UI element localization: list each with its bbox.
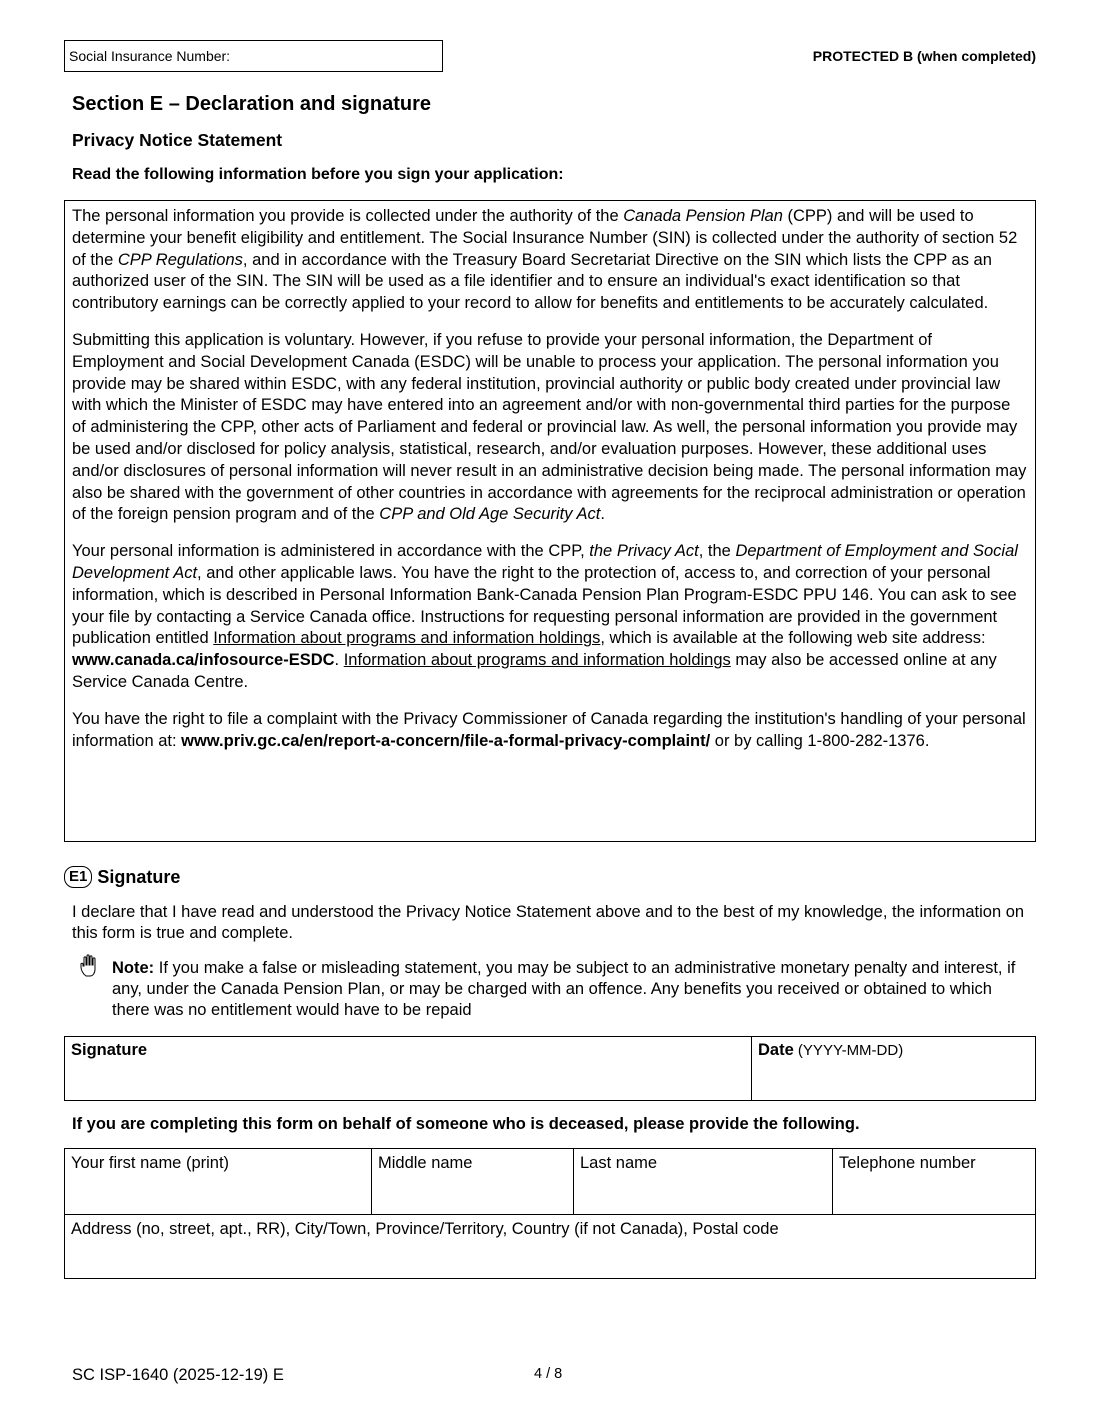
publication-title-link: Information about programs and information holdings [213,629,601,648]
date-format-hint: (YYYY-MM-DD) [793,1042,904,1059]
first-name-field[interactable] [65,1149,372,1214]
note-label: Note: [112,959,155,977]
e1-heading [64,866,180,888]
act-name: the Privacy Act [589,542,699,561]
date-field[interactable] [752,1037,909,1100]
pointing-hand-icon [78,954,100,978]
signature-table [64,1036,1036,1101]
text: . [600,505,605,524]
first-name-label: Your first name (print) [71,1154,230,1172]
act-name: Department of Employment and Social Development Act [72,542,1018,582]
date-label: Date [758,1041,794,1059]
privacy-paragraph-1 [72,206,1027,315]
sin-label: Social Insurance Number: [69,48,231,64]
read-instruction: Read the following information before you sign your application: [72,166,564,183]
note-body: If you make a false or misleading statement, you may be subject to an administrative monetary penalty and interest, if any, under the Canada Pension Plan, or may be charged with an offence. Any benefits you received or obtained to which there was no entitlement would have to be repaid [112,959,1016,1019]
sin-field[interactable] [64,40,443,72]
address-label: Address (no, street, apt., RR), City/Town, Province/Territory, Country (if not Canada), Postal code [71,1220,779,1238]
publication-title-link: Information about programs and information holdings [343,651,731,670]
act-name: CPP and Old Age Security Act [379,505,601,524]
text: The personal information you provide is collected under the authority of the [72,207,624,225]
text: or by calling 1-800-282-1376. [710,731,930,750]
act-name: Canada Pension Plan [623,207,783,225]
name-row [65,1149,1035,1215]
text: Your personal information is administered in accordance with the CPP, [72,542,590,561]
privacy-notice-title: Privacy Notice Statement [72,130,283,150]
telephone-label: Telephone number [839,1154,976,1172]
complaint-url: www.priv.gc.ca/en/report-a-concern/file-a-formal-privacy-complaint/ [181,731,711,750]
text: You have the right to file a complaint with the Privacy Commissioner of Canada regarding the institution's handling of your personal information at: [72,709,1026,750]
deceased-instruction: If you are completing this form on behalf of someone who is deceased, please provide the following. [72,1115,860,1133]
privacy-paragraph-2 [72,330,1027,526]
e1-title: Signature [97,866,181,887]
text: (CPP) and will be used to determine your benefit eligibility and entitlement. The Social Insurance Number (SIN) is collected under the authority of section 52 of the [72,207,1018,269]
middle-name-label: Middle name [378,1154,473,1172]
section-title: Section E – Declaration and signature [72,93,431,115]
telephone-field[interactable] [833,1149,1035,1214]
privacy-paragraph-4 [72,709,1027,753]
last-name-label: Last name [580,1154,658,1172]
declaration-text: I declare that I have read and understood the Privacy Notice Statement above and to the best of my knowledge, the information on this form is true and complete. [72,903,1025,942]
signature-field[interactable] [65,1037,752,1100]
page-number: 4 / 8 [534,1366,563,1382]
e1-badge: E1 [64,866,92,888]
infosource-url: www.canada.ca/infosource-ESDC [72,651,335,670]
privacy-notice-box [64,200,1036,842]
form-code: SC ISP-1640 (2025-12-19) E [72,1366,284,1384]
deceased-info-table [64,1148,1036,1279]
text: , the [698,542,736,561]
text: , which is available at the following web site address: [600,629,986,648]
text: Submitting this application is voluntary. However, if you refuse to provide your personal information, the Department of Employment and Social Development Canada (ESDC) will be unable to process your application. The personal information you provide may be shared within ESDC, with any federal institution, provincial authority or public body created under provincial law with which the Minister of ESDC may have entered into an agreement and/or with non-governmental third parties for the purpose of administering the CPP, other acts of Parliament and federal or provincial law. As well, the personal information you provide may be used and/or disclosed for policy analysis, statistical, research, and/or evaluation purposes. However, these additional uses and/or disclosures of personal information will never result in an administrative decision being made. The personal information may also be shared with the government of other countries in accordance with agreements for the reciprocal administration or operation of the foreign pension program and of the [72,330,1027,524]
privacy-paragraph-3 [72,541,1027,694]
middle-name-field[interactable] [372,1149,574,1214]
text: may also be accessed online at any Service Canada Centre. [72,651,997,691]
text: , and other applicable laws. You have the right to the protection of, access to, and correction of your personal information, which is described in Personal Information Bank-Canada Pension Plan Program-ESDC PPU 146. You can ask to see your file by contacting a Service Canada office. Instructions for requesting personal information are provided in the government publication entitled [72,563,1017,648]
protected-label: PROTECTED B (when completed) [812,48,1036,64]
last-name-field[interactable] [574,1149,833,1214]
regulation-name: CPP Regulations [117,250,243,269]
note-text [112,958,1032,1021]
text: . [334,651,344,670]
text: , and in accordance with the Treasury Board Secretariat Directive on the SIN which lists the CPP as an authorized user of the SIN. The SIN will be used as a file identifier and to ensure an individual's exact identification so that contributory earnings can be correctly applied to your record to allow for benefits and entitlements to be accurately calculated. [72,250,992,313]
address-field[interactable] [65,1215,1035,1244]
signature-label: Signature [71,1041,148,1059]
